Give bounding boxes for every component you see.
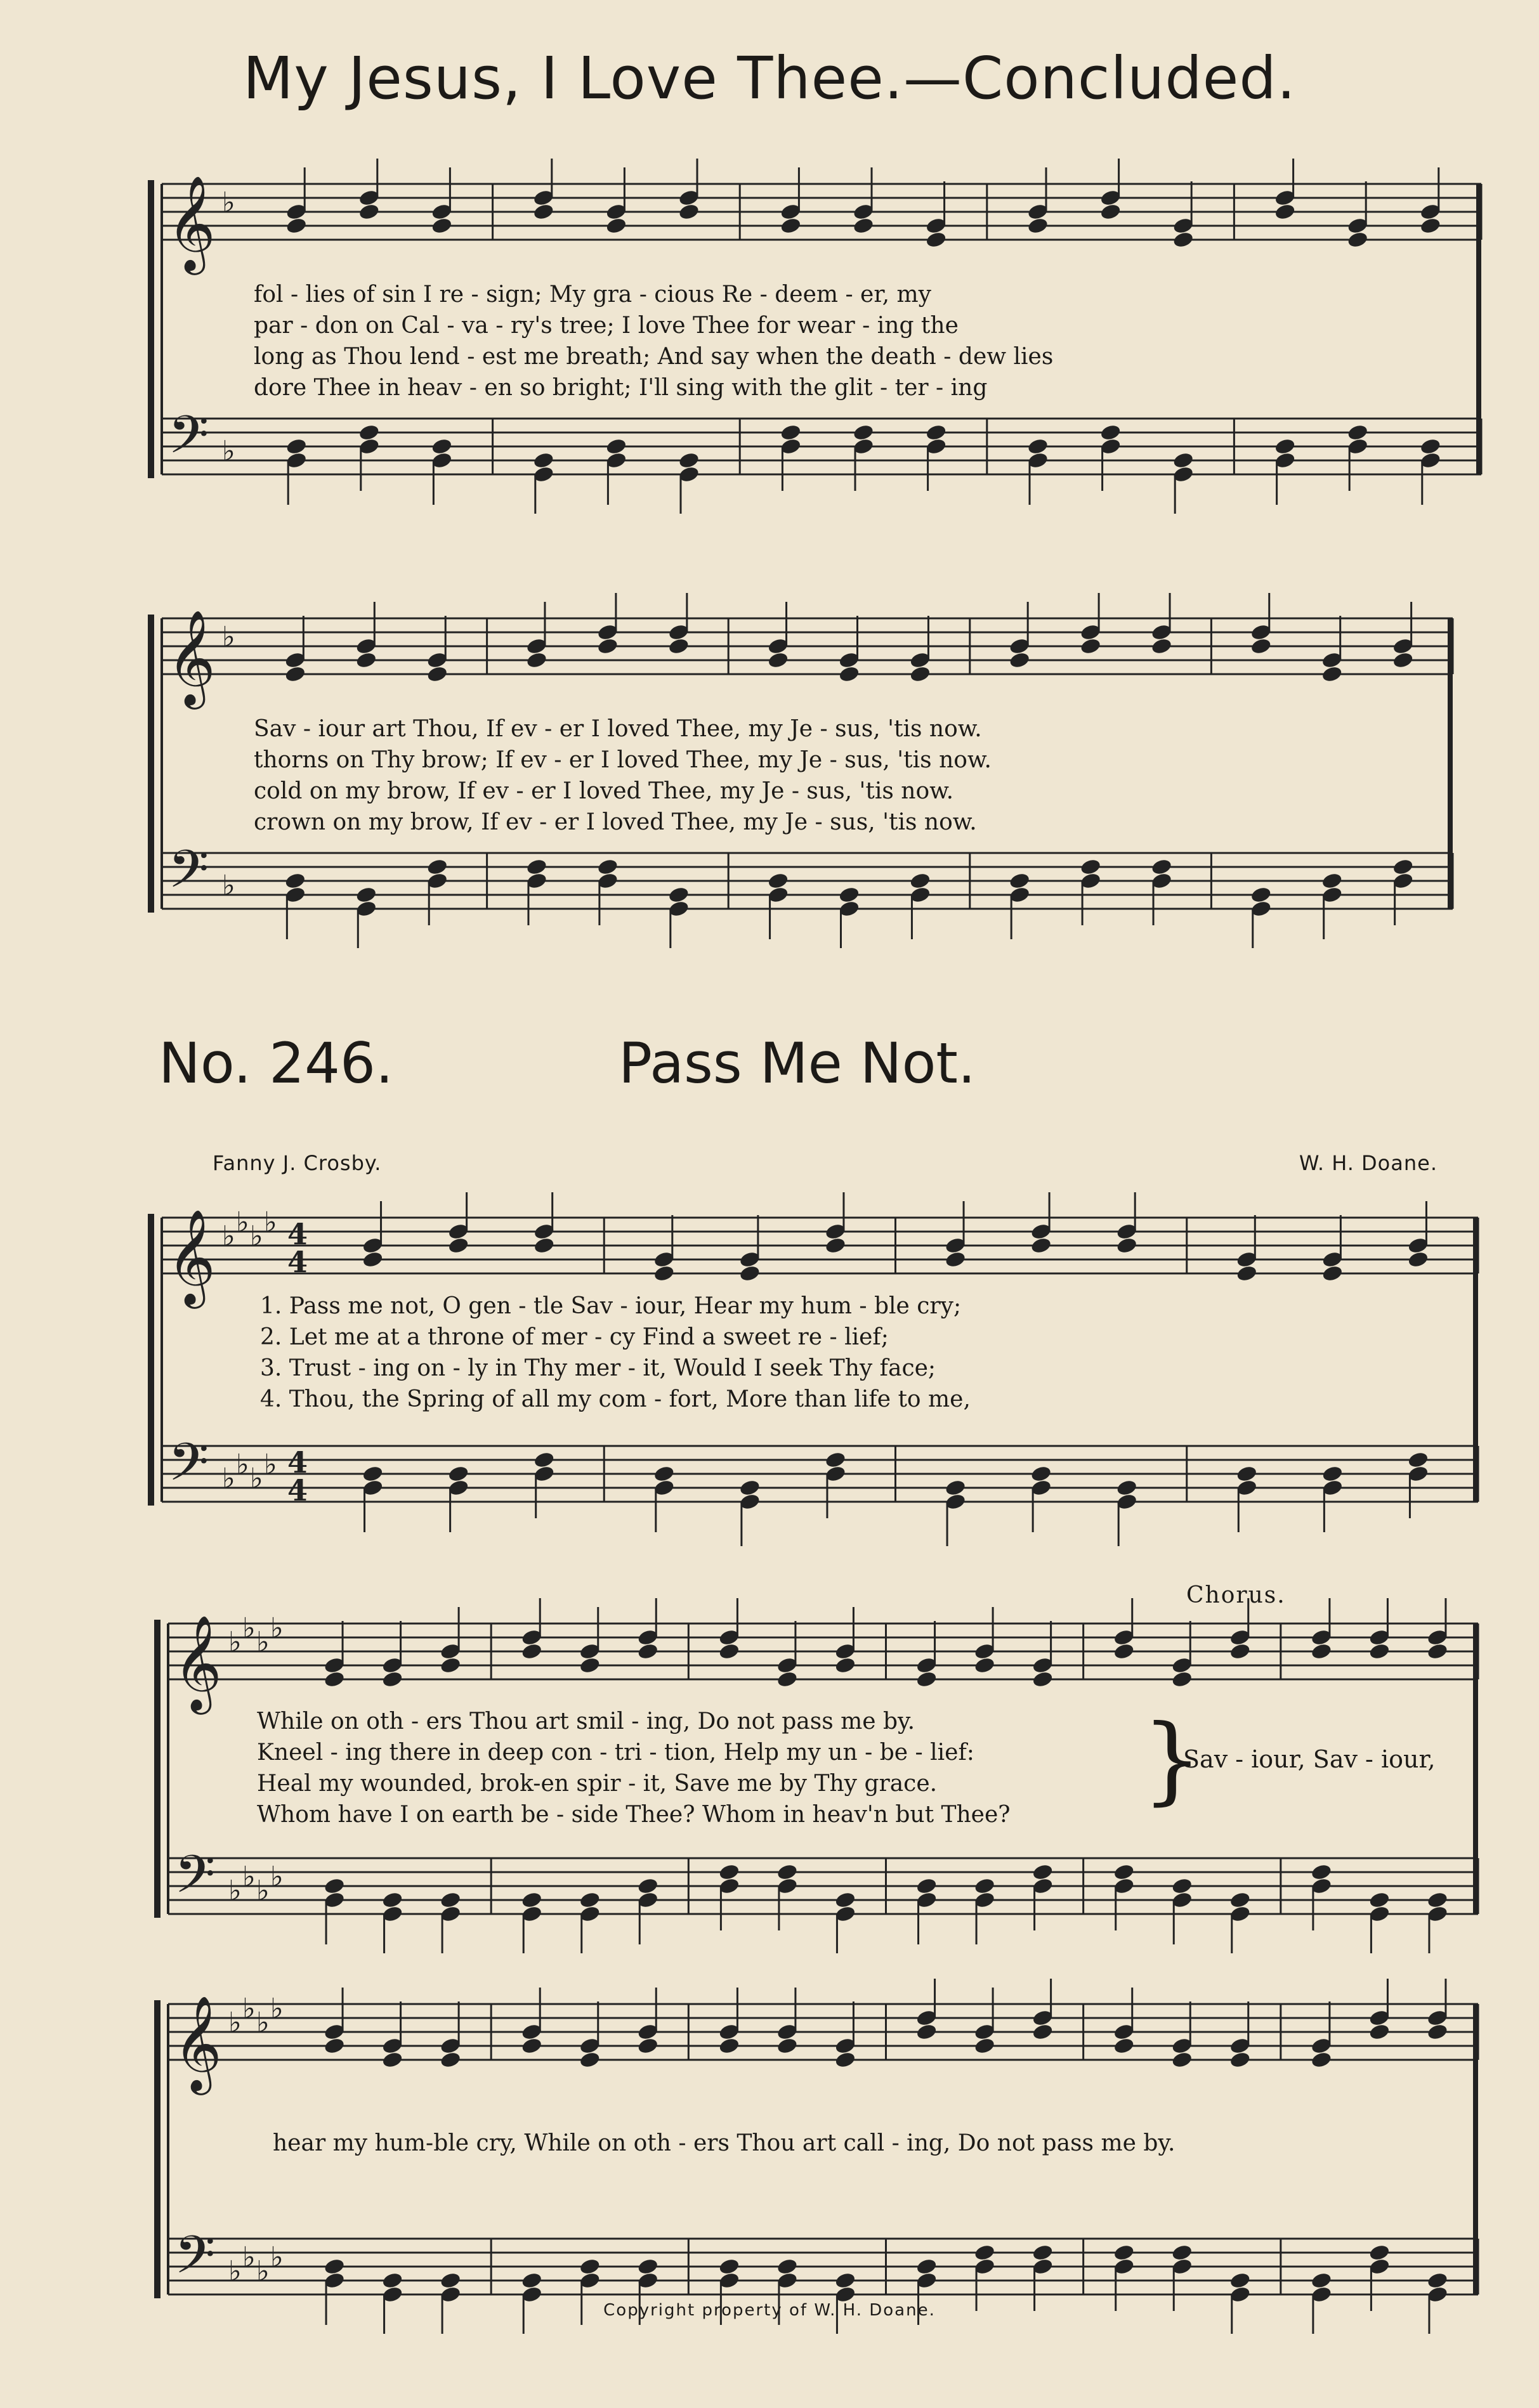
notehead	[852, 216, 874, 235]
lyrics-block-2	[254, 713, 992, 838]
notehead	[1236, 1264, 1258, 1282]
notehead	[1113, 2243, 1135, 2262]
flat-icon: ♭	[256, 2255, 270, 2288]
bass-clef-icon: 𝄢	[168, 838, 209, 913]
notehead	[1113, 1863, 1135, 1881]
notehead	[838, 665, 860, 683]
flat-icon: ♭	[270, 1993, 284, 2025]
notehead	[1026, 437, 1049, 455]
notehead	[738, 1478, 761, 1497]
time-signature-digit: 4	[287, 1245, 308, 1279]
flat-icon: ♭	[270, 1861, 284, 1893]
notehead	[718, 1863, 740, 1881]
notehead	[945, 1250, 967, 1268]
notehead	[1009, 871, 1031, 890]
notehead	[909, 871, 931, 890]
flat-icon: ♭	[222, 1220, 235, 1253]
notehead	[533, 1450, 555, 1469]
flat-icon: ♭	[270, 1612, 284, 1644]
notehead	[1229, 2271, 1251, 2289]
notehead	[324, 1877, 346, 1895]
treble-clef-icon: 𝄞	[167, 1208, 216, 1305]
notehead	[358, 423, 380, 441]
notehead	[285, 437, 308, 455]
time-signature-digit: 4	[287, 1445, 308, 1480]
notehead	[1310, 2050, 1332, 2069]
notehead	[1030, 1236, 1052, 1254]
notehead	[381, 2050, 403, 2069]
notehead	[1151, 637, 1173, 655]
notehead	[834, 1656, 856, 1674]
page-title: My Jesus, I Love Thee.—Concluded.	[243, 44, 1296, 112]
notehead	[447, 1236, 469, 1254]
notehead	[1171, 1877, 1193, 1895]
notehead	[767, 871, 789, 890]
notehead	[362, 1464, 384, 1483]
notehead	[1026, 216, 1049, 235]
lyricist-credit: Fanny J. Crosby.	[213, 1151, 382, 1175]
notehead	[974, 1656, 996, 1674]
notehead	[1250, 885, 1272, 904]
notehead	[974, 2243, 996, 2262]
notehead	[1368, 2022, 1391, 2041]
final-barline	[1473, 1218, 1478, 1502]
notehead	[852, 423, 874, 441]
notehead	[1229, 2050, 1251, 2069]
notehead	[1080, 857, 1102, 876]
notehead	[824, 1236, 846, 1254]
notehead	[1419, 216, 1441, 235]
notehead	[521, 2036, 543, 2055]
notehead	[605, 437, 627, 455]
flat-icon: ♭	[264, 1448, 277, 1481]
notehead	[1229, 1642, 1251, 1660]
notehead	[521, 1891, 543, 1909]
notehead	[718, 2036, 740, 2055]
notehead	[974, 2036, 996, 2055]
lyric-line: Kneel - ing there in deep con - tri - tion, Help my un - be - lief:	[257, 1740, 974, 1766]
notehead	[324, 2036, 346, 2055]
lyric-line: 4. Thou, the Spring of all my com - fort, More than life to me,	[260, 1386, 971, 1412]
treble-clef-icon: 𝄞	[173, 1995, 222, 2091]
notehead	[1151, 857, 1173, 876]
notehead	[355, 885, 377, 904]
notehead	[1321, 871, 1343, 890]
notehead	[776, 1670, 798, 1688]
flat-icon: ♭	[250, 1462, 263, 1495]
notehead	[533, 1236, 555, 1254]
time-signature-digit: 4	[287, 1473, 308, 1507]
notehead	[1172, 451, 1195, 469]
notehead	[525, 651, 547, 669]
notehead	[776, 2257, 798, 2275]
flat-icon: ♭	[242, 1861, 256, 1893]
notehead	[1392, 857, 1414, 876]
notehead	[596, 637, 619, 655]
composer-credit: W. H. Doane.	[1299, 1151, 1437, 1175]
notehead	[440, 2050, 462, 2069]
notehead	[324, 1670, 346, 1688]
flat-icon: ♭	[228, 1875, 242, 1907]
notehead	[1321, 665, 1343, 683]
notehead	[1368, 2243, 1391, 2262]
notehead	[1310, 2271, 1332, 2289]
notehead	[1347, 423, 1369, 441]
flat-icon: ♭	[242, 1993, 256, 2025]
notehead	[358, 202, 380, 221]
notehead	[284, 665, 306, 683]
notehead	[521, 2271, 543, 2289]
notehead	[284, 871, 306, 890]
flat-icon: ♭	[236, 1448, 249, 1481]
flat-icon: ♭	[242, 2241, 256, 2274]
notehead	[1009, 651, 1031, 669]
notehead	[1113, 2036, 1135, 2055]
notehead	[532, 202, 554, 221]
notehead	[1310, 1863, 1332, 1881]
system-bracket	[154, 2000, 160, 2298]
copyright-notice: Copyright property of W. H. Doane.	[603, 2301, 936, 2320]
final-barline	[1473, 1624, 1478, 1914]
system-bracket	[148, 180, 154, 478]
notehead	[974, 1877, 996, 1895]
notehead	[1031, 1670, 1054, 1688]
notehead	[1250, 637, 1272, 655]
notehead	[1274, 202, 1296, 221]
notehead	[1426, 2271, 1448, 2289]
notehead	[1310, 1642, 1332, 1660]
treble-clef-icon: 𝄞	[167, 174, 216, 271]
lyric-line: cold on my brow, If ev - er I loved Thee, my Je - sus, 'tis now.	[254, 778, 954, 804]
notehead	[1347, 230, 1369, 249]
notehead	[1031, 2022, 1054, 2041]
lyric-line: 1. Pass me not, O gen - tle Sav - iour, Hear my hum - ble cry;	[260, 1293, 962, 1319]
flat-icon: ♭	[264, 1206, 277, 1239]
notehead	[355, 651, 377, 669]
notehead	[521, 1642, 543, 1660]
notehead	[1171, 2243, 1193, 2262]
notehead	[653, 1264, 675, 1282]
notehead	[637, 1642, 659, 1660]
notehead	[1171, 1670, 1193, 1688]
notehead	[1274, 437, 1296, 455]
flat-icon: ♭	[256, 1875, 270, 1907]
lyric-line: Sav - iour art Thou, If ev - er I loved Thee, my Je - sus, 'tis now.	[254, 716, 982, 742]
notehead	[767, 651, 789, 669]
notehead	[718, 2257, 740, 2275]
notehead	[1116, 1236, 1138, 1254]
notehead	[780, 423, 802, 441]
notehead	[915, 1877, 938, 1895]
notehead	[776, 1863, 798, 1881]
flat-icon: ♭	[270, 2241, 284, 2274]
notehead	[1321, 1464, 1344, 1483]
notehead	[925, 230, 947, 249]
notehead	[324, 2257, 346, 2275]
hymn-number: No. 246.	[159, 1031, 394, 1096]
notehead	[579, 1656, 601, 1674]
lyric-line: 2. Let me at a throne of mer - cy Find a sweet re - lief;	[260, 1324, 889, 1350]
notehead	[1368, 1891, 1391, 1909]
notehead	[637, 2257, 659, 2275]
lyric-line: long as Thou lend - est me breath; And say when the death - dew lies	[254, 344, 1054, 370]
lyrics-block-4	[257, 1706, 1011, 1830]
notehead	[1229, 1891, 1251, 1909]
notehead	[1321, 1264, 1344, 1282]
flat-icon: ♭	[250, 1220, 263, 1253]
notehead	[1030, 1464, 1052, 1483]
notehead	[834, 2050, 856, 2069]
notehead	[776, 2036, 798, 2055]
notehead	[579, 2257, 601, 2275]
bass-clef-icon: 𝄢	[168, 404, 209, 478]
notehead	[1080, 637, 1102, 655]
notehead	[834, 2271, 856, 2289]
flat-icon: ♭	[222, 1462, 235, 1495]
notehead	[637, 2036, 659, 2055]
notehead	[1392, 651, 1414, 669]
flat-icon: ♭	[236, 1206, 249, 1239]
lyrics-block-1	[254, 279, 1053, 403]
lyric-line: crown on my brow, If ev - er I loved Thee, my Je - sus, 'tis now.	[254, 809, 977, 835]
notehead	[667, 637, 690, 655]
notehead	[285, 216, 308, 235]
notehead	[440, 1891, 462, 1909]
lyrics-block-3	[260, 1291, 971, 1415]
notehead	[579, 2050, 601, 2069]
notehead	[915, 2022, 938, 2041]
notehead	[667, 885, 690, 904]
lyric-line: 3. Trust - ing on - ly in Thy mer - it, Would I seek Thy face;	[260, 1355, 936, 1381]
notehead	[426, 665, 449, 683]
notehead	[653, 1464, 675, 1483]
notehead	[915, 2257, 938, 2275]
notehead	[381, 1891, 403, 1909]
notehead	[1419, 437, 1441, 455]
notehead	[440, 2271, 462, 2289]
lyric-line: Heal my wounded, brok-en spir - it, Save me by Thy grace.	[257, 1771, 938, 1797]
lyric-line: While on oth - ers Thou art smil - ing, Do not pass me by.	[257, 1708, 915, 1734]
flat-icon: ♭	[222, 621, 235, 653]
system-bracket	[154, 1620, 160, 1918]
final-barline	[1448, 618, 1453, 909]
lyric-line: fol - lies of sin I re - sign; My gra - cious Re - deem - er, my	[254, 282, 931, 308]
final-barline	[1476, 184, 1481, 474]
notehead	[362, 1250, 384, 1268]
notehead	[738, 1264, 761, 1282]
notehead	[678, 451, 700, 469]
notehead	[579, 1891, 601, 1909]
notehead	[824, 1450, 846, 1469]
notehead	[1172, 230, 1195, 249]
final-barline	[1473, 2004, 1478, 2294]
flat-icon: ♭	[222, 186, 235, 219]
flat-icon: ♭	[256, 2007, 270, 2039]
lyrics-block-5	[273, 2128, 1175, 2159]
treble-clef-icon: 𝄞	[167, 609, 216, 705]
notehead	[426, 857, 449, 876]
notehead	[909, 665, 931, 683]
notehead	[381, 2271, 403, 2289]
bass-clef-icon: 𝄢	[168, 1431, 209, 1506]
notehead	[780, 216, 802, 235]
notehead	[1116, 1478, 1138, 1497]
treble-clef-icon: 𝄞	[173, 1614, 222, 1710]
notehead	[678, 202, 700, 221]
notehead	[1368, 1642, 1391, 1660]
flat-icon: ♭	[256, 1626, 270, 1658]
notehead	[637, 1877, 659, 1895]
notehead	[1099, 202, 1122, 221]
notehead	[1236, 1464, 1258, 1483]
flat-icon: ♭	[228, 2007, 242, 2039]
notehead	[1426, 1891, 1448, 1909]
notehead	[718, 1642, 740, 1660]
notehead	[1426, 2022, 1448, 2041]
time-signature-digit: 4	[287, 1217, 308, 1251]
notehead	[925, 423, 947, 441]
lyric-line: hear my hum-ble cry, While on oth - ers Thou art call - ing, Do not pass me by.	[273, 2130, 1176, 2156]
flat-icon: ♭	[228, 2255, 242, 2288]
notehead	[834, 1891, 856, 1909]
notehead	[532, 451, 554, 469]
notehead	[447, 1464, 469, 1483]
flat-icon: ♭	[222, 869, 235, 902]
notehead	[1407, 1250, 1429, 1268]
notehead	[1407, 1450, 1429, 1469]
notehead	[1171, 2050, 1193, 2069]
lyrics-brace: }	[1142, 1705, 1203, 1815]
notehead	[1426, 1642, 1448, 1660]
hymn-title: Pass Me Not.	[619, 1031, 976, 1096]
lyric-line: Whom have I on earth be - side Thee? Whom in heav'n but Thee?	[257, 1802, 1011, 1828]
notehead	[605, 216, 627, 235]
flat-icon: ♭	[228, 1626, 242, 1658]
notehead	[431, 216, 453, 235]
flat-icon: ♭	[242, 1612, 256, 1644]
notehead	[596, 857, 619, 876]
notehead	[381, 1670, 403, 1688]
bass-clef-icon: 𝄢	[174, 2224, 216, 2298]
notehead	[1031, 2243, 1054, 2262]
notehead	[838, 885, 860, 904]
notehead	[1099, 423, 1122, 441]
system-bracket	[148, 615, 154, 913]
notehead	[431, 437, 453, 455]
lyric-line: par - don on Cal - va - ry's tree; I love Thee for wear - ing the	[254, 313, 959, 339]
notehead	[945, 1478, 967, 1497]
notehead	[440, 1656, 462, 1674]
lyric-line: thorns on Thy brow; If ev - er I loved Thee, my Je - sus, 'tis now.	[254, 747, 992, 773]
lyric-line: dore Thee in heav - en so bright; I'll sing with the glit - ter - ing	[254, 375, 988, 401]
notehead	[1113, 1642, 1135, 1660]
notehead	[915, 1670, 938, 1688]
bass-clef-icon: 𝄢	[174, 1844, 216, 1918]
system-bracket	[148, 1214, 154, 1506]
chorus-words: Sav - iour, Sav - iour,	[1183, 1745, 1436, 1773]
flat-icon: ♭	[222, 435, 235, 467]
notehead	[1031, 1863, 1054, 1881]
notehead	[525, 857, 547, 876]
chorus-label: Chorus.	[1186, 1582, 1286, 1608]
